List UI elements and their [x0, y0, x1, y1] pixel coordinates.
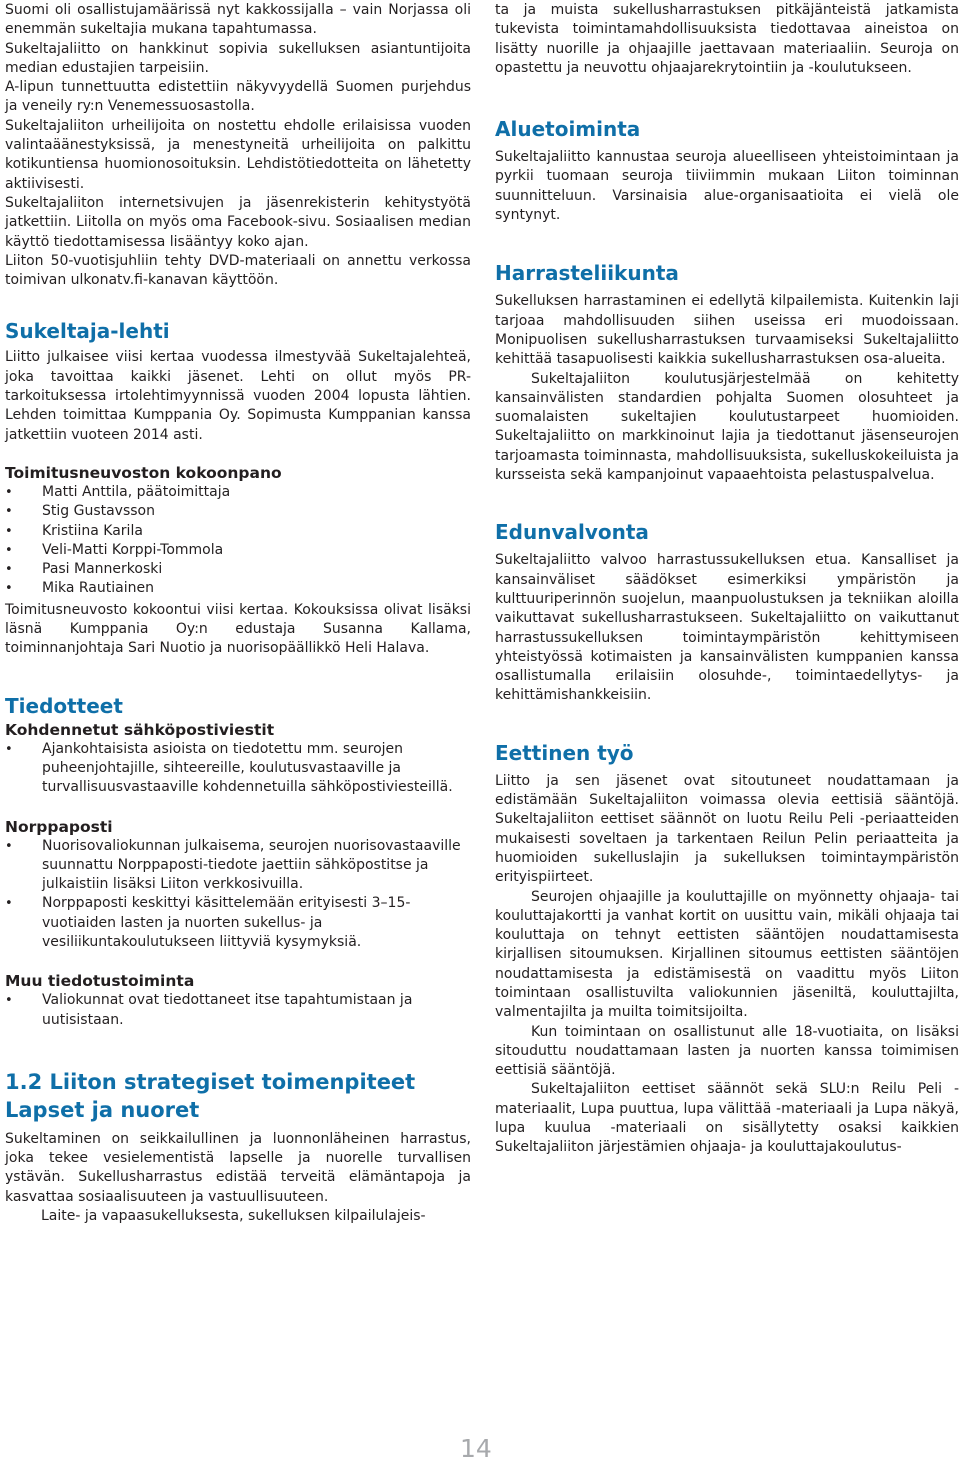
heading-norppaposti: Norppaposti: [5, 817, 113, 836]
intro-paragraph-3: A-lipun tunnettuutta edistettiin näkyvyydellä Suomen purjehdus ja veneily ry:n Venemessuosastolla.: [5, 79, 471, 115]
list-item: • Norppaposti keskittyi käsittelemään erityisesti 3–15-vuotiaiden lasten ja nuorten sukellus- ja vesiliikuntakoulutukseen liittyviä kysymyksiä.: [5, 894, 471, 952]
eettinen-paragraph-3: Kun toimintaan on osallistunut alle 18-vuotiaita, on lisäksi sitouduttu noudattamaan lasten ja nuorten kanssa toimimisen eettisiä sääntöjä.: [495, 1023, 959, 1079]
kohdennetut-list: [5, 740, 471, 798]
list-item: • Pasi Mannerkoski: [5, 560, 471, 579]
list-item: • Kristiina Karila: [5, 522, 471, 541]
harraste-paragraph-1: Sukelluksen harrastaminen ei edellytä kilpailemista. Kuitenkin laji tarjoaa mahdollisuuden siihen useissa eri muodoissaan. Monipuolisen sukellusharrastuksen turvaamiseksi Sukeltajaliitto kehittää tasapuolisesti kaikkia sukellusharrastuksen osa-alueita.: [495, 293, 959, 368]
page-number: 14: [460, 1434, 492, 1463]
harraste-paragraph-2: Sukeltajaliiton koulutusjärjestelmää on kehitetty kansainvälisten standardien pohjalta Suomen olosuhteet ja suomalaisten sukeltajien koulutustarpeet huomioiden. Sukeltajaliitto on markkinoinut lajia ja tiedottanut jäsenseurojen tarjoamasta toiminnasta, mahdollisuuksista, sukelluskokeiluista ja kursseista sekä kampanjoinut vapaaehtoista pelastuspalvelua.: [495, 370, 959, 484]
list-item: • Mika Rautiainen: [5, 579, 471, 598]
list-item: • Nuorisovaliokunnan julkaisema, seurojen nuorisovastaaville suunnattu Norppaposti-tiedote jaettiin sähköpostitse ja julkaistiin lisäksi Liiton verkkosivuilla.: [5, 837, 471, 895]
member-list: [5, 483, 471, 599]
aluetoiminta-paragraph: Sukeltajaliitto kannustaa seuroja alueelliseen yhteistoimintaan ja pyrkii tuomaan seuroja tiiviimmin mukaan Liiton toiminnan suunnitteluun. Varsinaisia alue-organisaatioita ei vielä ole syntynyt.: [495, 149, 959, 224]
norppaposti-list: [5, 837, 471, 953]
eettinen-paragraph-2: Seurojen ohjaajille ja kouluttajille on myönnetty ohjaaja- tai kouluttajakortti ja vanhat kortit on uusittu vain, mikäli ohjaaja tai kouluttaja on tehnyt eettisten sääntöjen noudattamisesta kirjallisen sitoumuksen. Kirjallinen sitoumus eettisten sääntöjen noudattamisesta ja edistämisestä on vaadittu myös Liiton toimintaan osallistuvilta valiokunnien jäseniltä, kouluttajilta, valmentajilta ja muilta toimitsijoilta.: [495, 888, 959, 1021]
eettinen-paragraph-1: Liitto ja sen jäsenet ovat sitoutuneet noudattamaan ja edistämään Sukeltajaliiton voimassa olevia eettisiä sääntöjä. Sukeltajaliiton eettiset säännöt on luotu Reilu Peli -periaatteiden mukaisesti soveltaen ja tarkentaen Reilun Pelin periaatteita ja huomioiden sukelluslajin ja sukelluksen toimintaympäristön erityispiirteet.: [495, 772, 959, 886]
heading-muu-tiedotustoiminta: Muu tiedotustoiminta: [5, 972, 195, 991]
heading-toimitusneuvosto: Toimitusneuvoston kokoonpano: [5, 463, 282, 482]
list-item: • Veli-Matti Korppi-Tommola: [5, 541, 471, 560]
lapset-paragraph-2: Laite- ja vapaasukelluksesta, sukelluksen kilpailulajeis-: [41, 1208, 426, 1225]
continuation-paragraph: ta ja muista sukellusharrastuksen pitkäjänteistä jatkamista tukevista toimintamahdollisuuksista tiedottavaa aineistoa on lisätty nuorille ja ohjaajille jaettavaan materiaaliin. Seuroja on opastettu ja neuvottu ohjaajarekrytointiin ja -koulutukseen.: [495, 2, 959, 76]
intro-paragraph-1: Suomi oli osallistujamäärissä nyt kakkossijalla – vain Norjassa oli enemmän sukeltajia mukana tapahtumassa.: [5, 2, 471, 38]
edunvalvonta-paragraph: Sukeltajaliitto valvoo harrastussukelluksen etua. Kansalliset ja kansainväliset säädökset esimerkiksi ympäristön ja kulttuuriperinnön suojelun, maanpuolustuksen ja tekniikan aloilla vaikuttavat sukellusharrastukseen. Sukeltajaliitto on vaikuttanut harrastussukelluksen toimintaympäristön kehittymiseen yhteistyössä kotimaisten ja kansainvälisten kumppanien kanssa osallistumalla erilaisiin olosuhde-, toimintaedellytys- ja kehittämishankkeisiin.: [495, 552, 959, 704]
kokoonpano-paragraph: Toimitusneuvosto kokoontui viisi kertaa. Kokouksissa olivat lisäksi läsnä Kumppania Oy:n edustaja Susanna Kallama, toiminnanjohtaja Sari Nuotio ja nuorisopäällikkö Heli Halava.: [5, 601, 471, 657]
muu-list: [5, 991, 471, 1030]
heading-eettinen-tyo: Eettinen työ: [495, 740, 634, 765]
left-column: [5, 0, 471, 1226]
list-item: • Ajankohtaisista asioista on tiedotettu mm. seurojen puheenjohtajille, sihteereille, koulutusvastaaville ja turvallisuusvastaaville kohdennetuilla sähköpostiviesteillä.: [5, 740, 471, 798]
right-column: [495, 0, 959, 1158]
heading-strategiset-toimenpiteet: 1.2 Liiton strategiset toimenpiteet: [5, 1069, 416, 1094]
eettinen-paragraph-4: Sukeltajaliiton eettiset säännöt sekä SLU:n Reilu Peli -materiaalit, Lupa puuttua, lupa välittää -materiaali ja Lupa näkyä, lupa kuulua -materiaali on sisällytetty osaksi kaikkien Sukeltajaliiton järjestämien ohjaaja- ja kouluttajakoulutus-: [495, 1081, 959, 1156]
lehti-paragraph: Liitto julkaisee viisi kertaa vuodessa ilmestyvää Sukeltajalehteä, joka tavoittaa kaikki jäsenet. Lehti on ollut myös PR-tarkoituksessa irtolehtimyynnissä vuoden 2004 lopusta lähtien. Lehden toimittaa Kumppania Oy. Sopimusta Kumppanian kanssa jatkettiin vuoteen 2014 asti.: [5, 349, 471, 443]
intro-paragraph-2: Sukeltajaliitto on hankkinut sopivia sukelluksen asiantuntijoita median edustajien tarpeisiin.: [5, 40, 471, 76]
list-item: • Stig Gustavsson: [5, 502, 471, 521]
heading-kohdennetut: Kohdennetut sähköpostiviestit: [5, 720, 275, 739]
heading-aluetoiminta: Aluetoiminta: [495, 117, 641, 142]
heading-sukeltaja-lehti: Sukeltaja-lehti: [5, 319, 170, 344]
intro-paragraph-6: Liiton 50-vuotisjuhliin tehty DVD-materiaali on annettu verkossa toimivan ulkonatv.fi-kanavan käyttöön.: [5, 252, 471, 289]
lapset-paragraph-1: Sukeltaminen on seikkailullinen ja luonnonläheinen harrastus, joka tekee vesielementistä lapselle ja nuorelle turvallisen ystävän. Sukellusharrastus edistää terveitä elämäntapoja ja kasvattaa sosiaalisuuteen ja vastuullisuuteen.: [5, 1130, 471, 1205]
heading-harrasteliikunta: Harrasteliikunta: [495, 261, 679, 286]
list-item: • Valiokunnat ovat tiedottaneet itse tapahtumistaan ja uutisistaan.: [5, 991, 471, 1030]
intro-paragraph-4: Sukeltajaliiton urheilijoita on nostettu ehdolle erilaisissa vuoden valintaäänestyksissä, ja menestyneitä urheilijoita on palkittu kotikuntiensa huomionosoituksin. Lehdistötiedotteita on lähetetty aktiivisesti.: [5, 117, 471, 192]
heading-tiedotteet: Tiedotteet: [5, 693, 123, 718]
intro-paragraph-5: Sukeltajaliiton internetsivujen ja jäsenrekisterin kehitystyötä jatkettiin. Liitolla on myös oma Facebook-sivu. Sosiaalisen median käyttö tiedottamisessa lisääntyy koko ajan.: [5, 194, 471, 250]
heading-lapset-ja-nuoret: Lapset ja nuoret: [5, 1097, 200, 1122]
heading-edunvalvonta: Edunvalvonta: [495, 520, 649, 545]
list-item: • Matti Anttila, päätoimittaja: [5, 483, 471, 502]
